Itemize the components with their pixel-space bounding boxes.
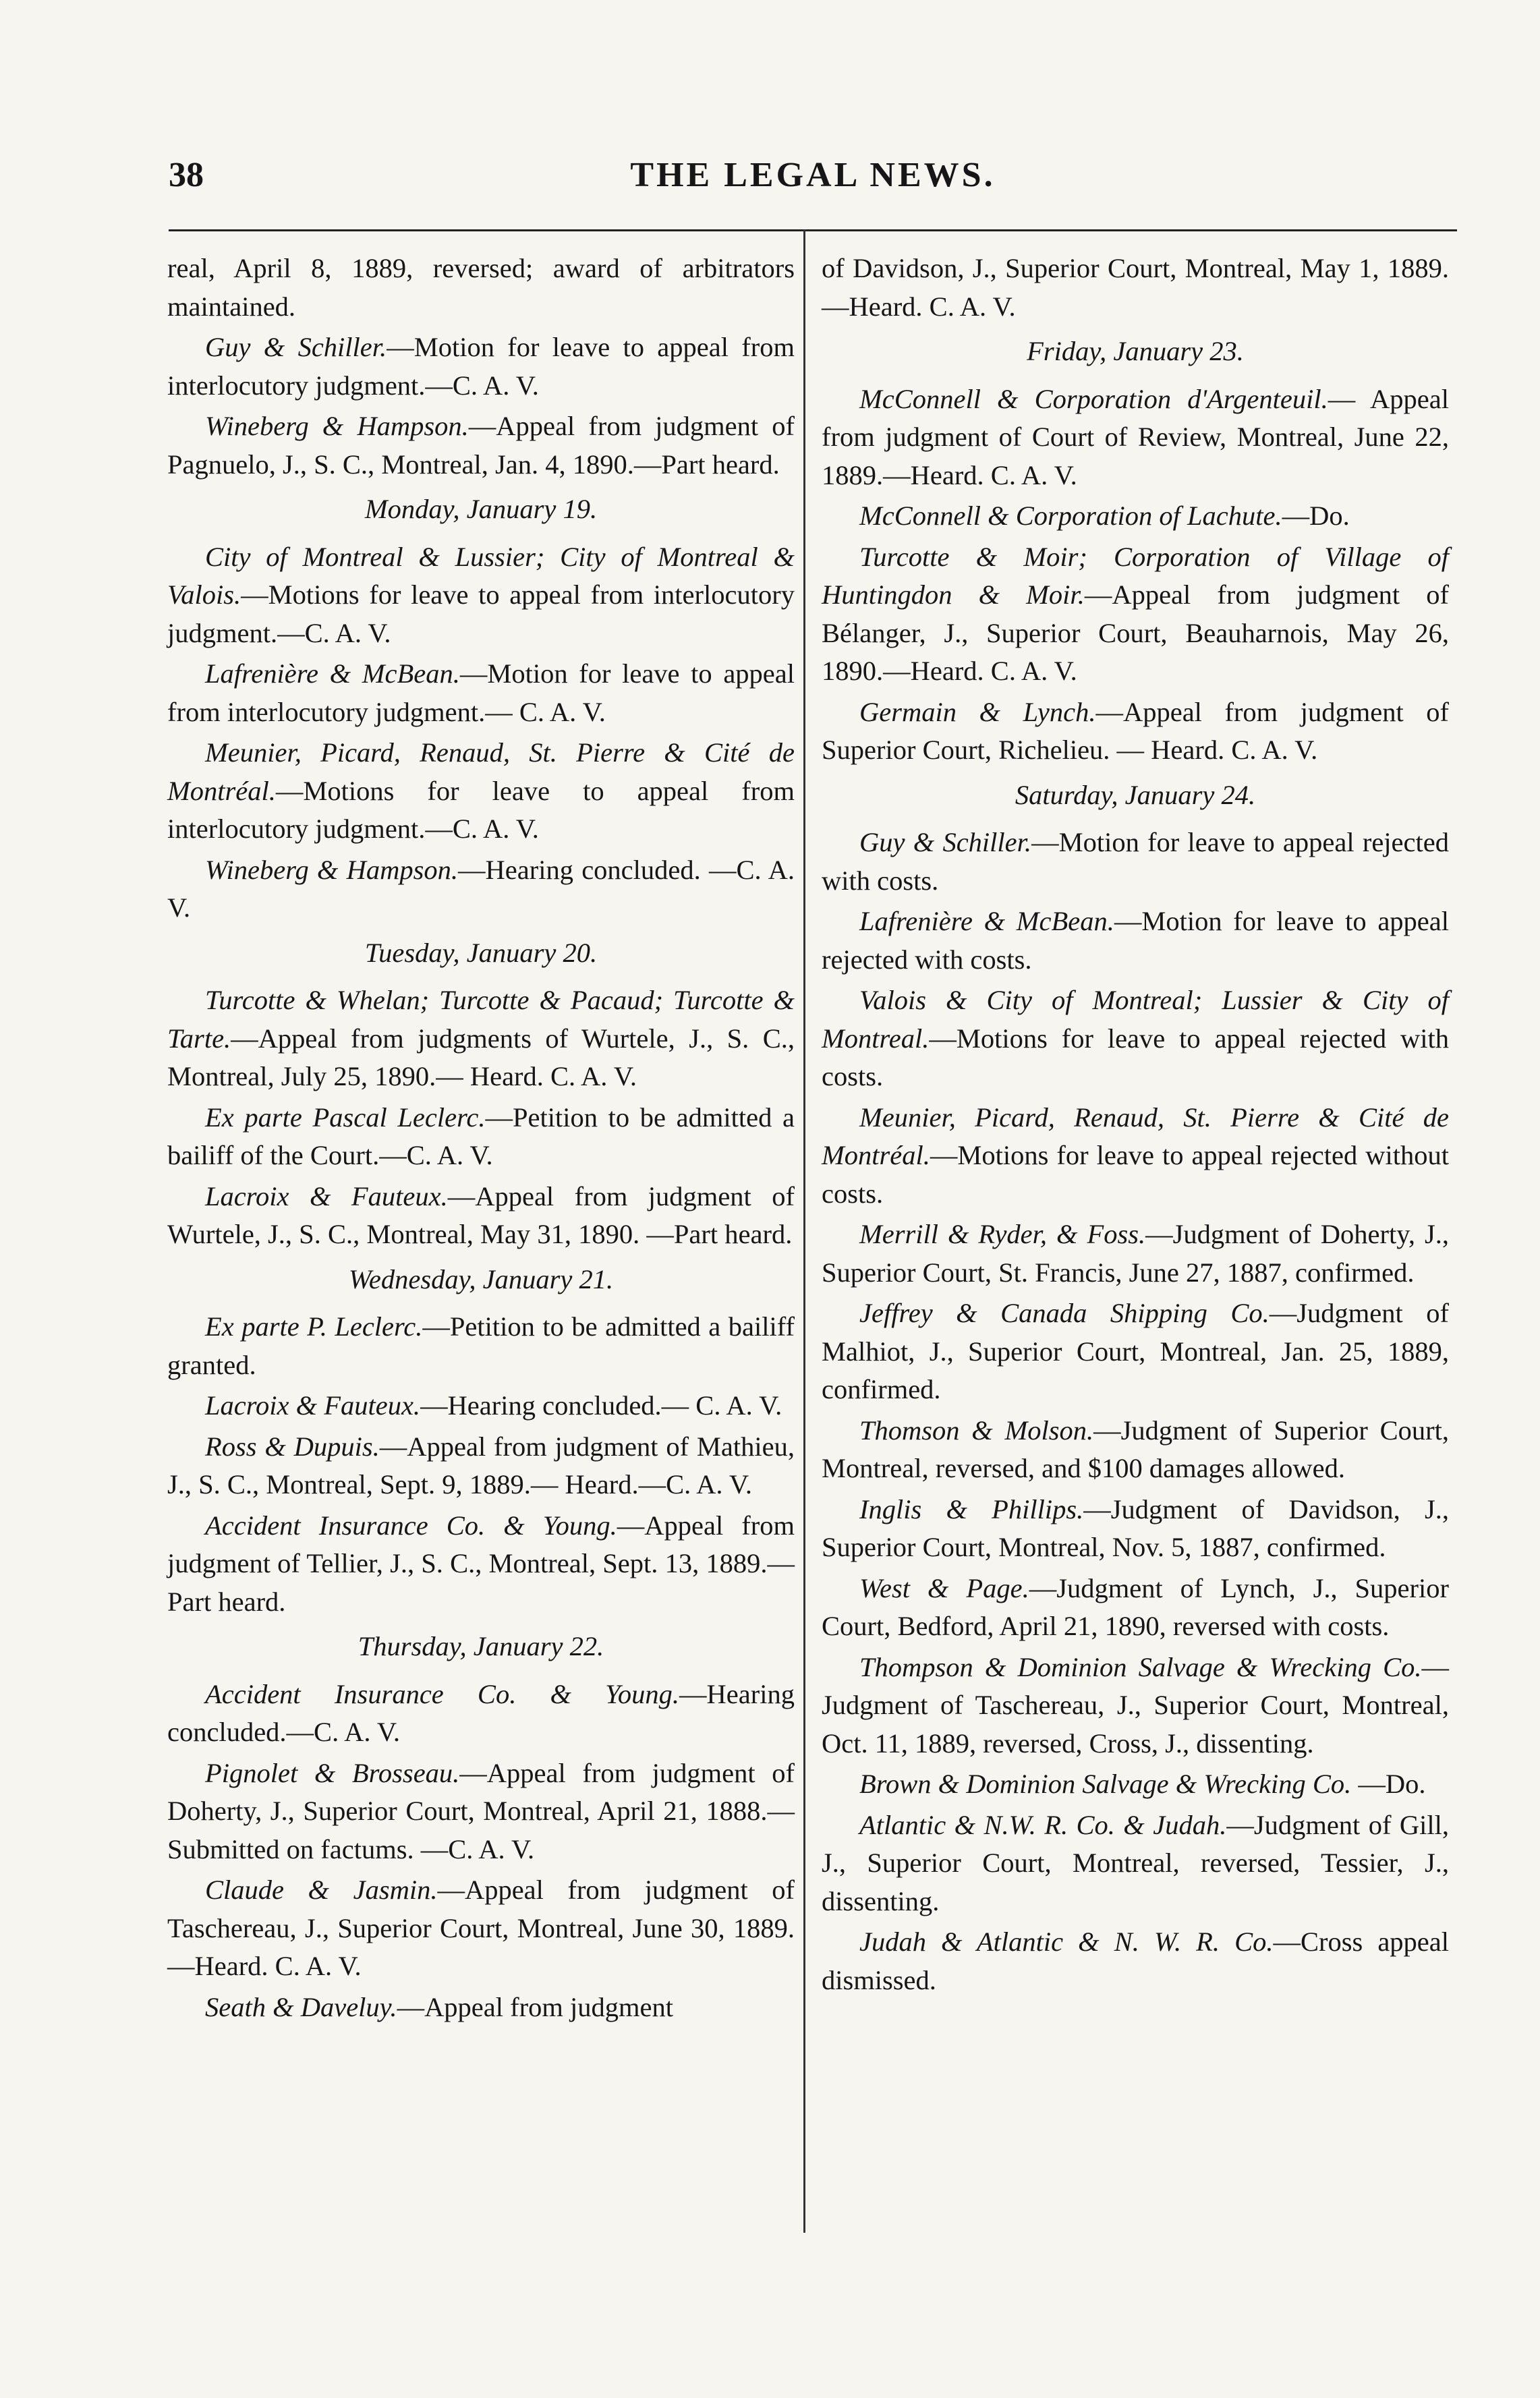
docket-entry: [167, 1871, 795, 1986]
entry-text: —Motion for leave to appeal rejected with costs.: [822, 827, 1449, 896]
docket-entry: [822, 1570, 1449, 1646]
case-name: McConnell & Corporation of Lachute.: [859, 501, 1282, 531]
docket-entry: [822, 1806, 1449, 1921]
entry-text: —Appeal from judgment of Bélanger, J., Superior Court, Beauharnois, May 26, 1890.—Heard. C. A. V.: [822, 579, 1449, 686]
case-name: Claude & Jasmin.: [205, 1875, 438, 1905]
case-name: West & Page.: [859, 1572, 1029, 1603]
page-number: 38: [169, 156, 204, 194]
case-name: City of Montreal & Lussier; City of Montreal & Valois.: [167, 541, 795, 610]
entry-text: —Motions for leave to appeal rejected with costs.: [822, 1023, 1449, 1091]
case-name: Guy & Schiller.: [859, 827, 1032, 857]
entry-text: —Judgment of Malhiot, J., Superior Court, Montreal, Jan. 25, 1889, confirmed.: [822, 1298, 1449, 1404]
entry-text: —Judgment of Superior Court, Montreal, reversed, and $100 damages allowed.: [822, 1415, 1449, 1483]
entry-text: —Appeal from judgment of Taschereau, J., Superior Court, Montreal, June 30, 1889.—Heard. C. A. V.: [167, 1875, 795, 1981]
docket-entry: [167, 1507, 795, 1622]
case-name: Seath & Daveluy.: [205, 1991, 397, 2022]
case-name: Merrill & Ryder, & Foss.: [859, 1219, 1146, 1249]
continued-entry: [167, 250, 795, 326]
docket-entry: [167, 1308, 795, 1384]
case-name: Wineberg & Hampson.: [205, 411, 469, 441]
right-column: [822, 250, 1449, 2002]
docket-entry: [822, 1923, 1449, 1999]
case-name: Accident Insurance Co. & Young.: [205, 1510, 617, 1541]
date-heading: Monday, January 19.: [364, 494, 598, 524]
case-name: Turcotte & Whelan; Turcotte & Pacaud; Turcotte & Tarte.: [167, 985, 795, 1054]
entry-text: —Do.: [1351, 1769, 1426, 1799]
docket-entry: [167, 329, 795, 405]
entry-text: of Davidson, J., Superior Court, Montreal, May 1, 1889.—Heard. C. A. V.: [822, 253, 1449, 322]
docket-entry: [167, 1754, 795, 1869]
case-name: Brown & Dominion Salvage & Wrecking Co.: [859, 1769, 1352, 1799]
entry-text: —Do.: [1282, 501, 1350, 531]
docket-entry: [167, 1178, 795, 1254]
docket-entry: [822, 497, 1449, 536]
date-heading: Wednesday, January 21.: [348, 1263, 614, 1294]
entry-text: —Appeal from judgment of Doherty, J., Superior Court, Montreal, April 21, 1888.—Submitted on factums. —C. A. V.: [167, 1757, 795, 1864]
entry-text: real, April 8, 1889, reversed; award of arbitrators maintained.: [167, 253, 795, 322]
docket-entry: [822, 1765, 1449, 1804]
entry-text: —Motion for leave to appeal from interlocutory judgment.—C. A. V.: [167, 332, 795, 401]
docket-entry: [822, 693, 1449, 770]
docket-entry: [167, 407, 795, 484]
docket-entry: [822, 1099, 1449, 1214]
case-name: Germain & Lynch.: [859, 696, 1096, 727]
page-header: [169, 142, 1457, 202]
case-name: Lacroix & Fauteux.: [205, 1390, 421, 1421]
date-heading: Thursday, January 22.: [358, 1631, 604, 1661]
case-name: Wineberg & Hampson.: [205, 854, 459, 885]
docket-entry: [167, 1099, 795, 1175]
case-name: Guy & Schiller.: [205, 332, 387, 362]
case-name: Ex parte P. Leclerc.: [205, 1311, 423, 1342]
entry-text: —Motions for leave to appeal rejected without costs.: [822, 1140, 1449, 1209]
entry-text: —Motions for leave to appeal from interlocutory judgment.—C. A. V.: [167, 579, 795, 648]
entry-text: —Appeal from judgments of Wurtele, J., S. C., Montreal, July 25, 1890.— Heard. C. A. V.: [167, 1023, 795, 1091]
entry-text: —Appeal from judgment of Superior Court, Richelieu. — Heard. C. A. V.: [822, 696, 1449, 765]
running-title: THE LEGAL NEWS.: [630, 156, 996, 194]
docket-entry: [822, 1491, 1449, 1567]
case-name: Meunier, Picard, Renaud, St. Pierre & Cité de Montréal.: [167, 737, 795, 806]
entry-text: —Petition to be admitted a bailiff granted.: [167, 1311, 795, 1380]
docket-entry: [822, 903, 1449, 979]
docket-entry: [822, 981, 1449, 1096]
case-name: Judah & Atlantic & N. W. R. Co.: [859, 1926, 1274, 1957]
docket-entry: [822, 380, 1449, 495]
case-name: Jeffrey & Canada Shipping Co.: [859, 1298, 1270, 1328]
case-name: Ex parte Pascal Leclerc.: [205, 1102, 486, 1133]
entry-text: —Motions for leave to appeal from interlocutory judgment.—C. A. V.: [167, 775, 795, 844]
case-name: Pignolet & Brosseau.: [205, 1757, 460, 1788]
docket-entry: [167, 655, 795, 731]
docket-entry: [167, 734, 795, 849]
docket-entry: [822, 824, 1449, 900]
header-rule: [169, 229, 1457, 231]
entry-text: —Judgment of Gill, J., Superior Court, Montreal, reversed, Tessier, J., dissenting.: [822, 1809, 1449, 1916]
case-name: Meunier, Picard, Renaud, St. Pierre & Cité de Montréal.: [822, 1102, 1449, 1170]
case-name: Lafrenière & McBean.: [859, 906, 1114, 936]
entry-text: —Judgment of Davidson, J., Superior Court, Montreal, Nov. 5, 1887, confirmed.: [822, 1493, 1449, 1562]
entry-text: —Appeal from judgment of Tellier, J., S. C., Montreal, Sept. 13, 1889.—Part heard.: [167, 1510, 795, 1617]
docket-entry: [167, 1387, 795, 1425]
entry-text: —Cross appeal dismissed.: [822, 1926, 1450, 1995]
case-name: Valois & City of Montreal; Lussier & City of Montreal.: [822, 985, 1449, 1054]
continued-entry: [822, 250, 1449, 326]
docket-entry: [822, 1294, 1449, 1409]
case-name: McConnell & Corporation d'Argenteuil.: [859, 383, 1328, 414]
case-name: Ross & Dupuis.: [205, 1431, 380, 1462]
entry-text: —Appeal from judgment of Mathieu, J., S. C., Montreal, Sept. 9, 1889.— Heard.—C. A. V.: [167, 1431, 795, 1500]
entry-text: —Appeal from judgment: [397, 1991, 673, 2022]
entry-text: —Motion for leave to appeal from interlocutory judgment.— C. A. V.: [167, 658, 795, 727]
docket-entry: [167, 981, 795, 1096]
case-name: Thomson & Molson.: [859, 1415, 1094, 1446]
docket-entry: [822, 1216, 1449, 1292]
date-heading: Saturday, January 24.: [1015, 779, 1256, 810]
date-heading: Friday, January 23.: [1027, 336, 1244, 366]
left-column: [167, 250, 795, 2029]
docket-entry: [167, 1676, 795, 1752]
case-name: Turcotte & Moir; Corporation of Village of Huntingdon & Moir.: [822, 541, 1449, 610]
date-heading: Tuesday, January 20.: [364, 937, 598, 968]
entry-text: —Appeal from judgment of Wurtele, J., S. C., Montreal, May 31, 1890. —Part heard.: [167, 1180, 795, 1249]
entry-text: —Hearing concluded.— C. A. V.: [420, 1390, 782, 1421]
docket-entry: [822, 538, 1449, 691]
entry-text: —Petition to be admitted a bailiff of the Court.—C. A. V.: [167, 1102, 795, 1170]
docket-entry: [167, 851, 795, 927]
case-name: Accident Insurance Co. & Young.: [205, 1678, 680, 1709]
case-name: Atlantic & N.W. R. Co. & Judah.: [859, 1809, 1227, 1840]
case-name: Lafrenière & McBean.: [205, 658, 460, 689]
entry-text: —Hearing concluded.—C. A. V.: [167, 1678, 795, 1747]
case-name: Inglis & Phillips.: [859, 1493, 1084, 1524]
entry-text: —Judgment of Lynch, J., Superior Court, Bedford, April 21, 1890, reversed with costs.: [822, 1572, 1449, 1641]
column-divider: [803, 229, 805, 2233]
entry-text: — Appeal from judgment of Court of Review, Montreal, June 22, 1889.—Heard. C. A. V.: [822, 383, 1449, 490]
docket-entry: [822, 1412, 1449, 1488]
entry-text: —Judgment of Taschereau, J., Superior Court, Montreal, Oct. 11, 1889, reversed, Cross, J., dissenting.: [822, 1651, 1449, 1759]
entry-text: —Appeal from judgment of Pagnuelo, J., S. C., Montreal, Jan. 4, 1890.—Part heard.: [167, 411, 795, 480]
docket-entry: [167, 538, 795, 653]
docket-entry: [822, 1649, 1449, 1763]
entry-text: —Hearing concluded. —C. A. V.: [167, 854, 795, 923]
case-name: Lacroix & Fauteux.: [205, 1180, 448, 1211]
case-name: Thompson & Dominion Salvage & Wrecking Co.: [859, 1651, 1422, 1682]
docket-entry: [167, 1428, 795, 1504]
entry-text: —Judgment of Doherty, J., Superior Court, St. Francis, June 27, 1887, confirmed.: [822, 1219, 1449, 1288]
entry-text: —Motion for leave to appeal rejected with costs.: [822, 906, 1450, 975]
docket-entry: [167, 1989, 795, 2027]
